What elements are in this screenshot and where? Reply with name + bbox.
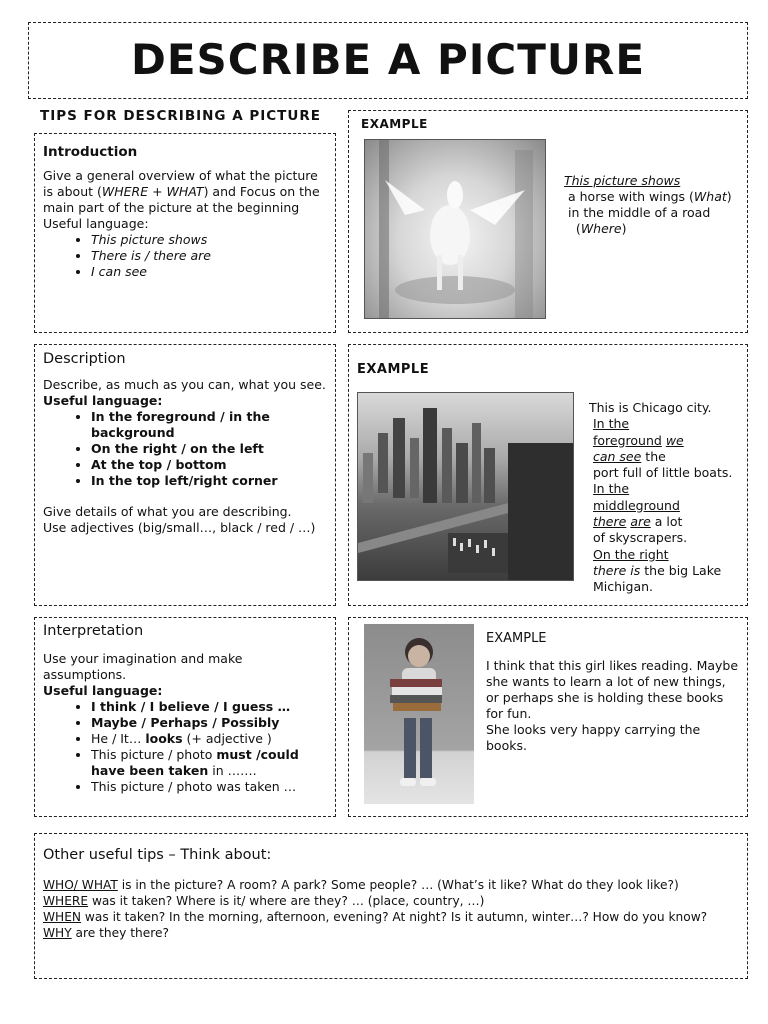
description-heading: Description	[43, 351, 126, 367]
introduction-text: Give a general overview of what the picture is about (WHERE + WHAT) and Focus on the main part of the picture at the beginning	[43, 168, 320, 215]
description-text: Describe, as much as you can, what you see.	[43, 377, 326, 392]
example-2-label: EXAMPLE	[357, 362, 430, 377]
pegasus-photo	[364, 139, 546, 319]
list-item: • I think / I believe / I guess …	[91, 699, 329, 715]
introduction-heading: Introduction	[43, 144, 138, 160]
chicago-photo	[357, 392, 574, 581]
title-box	[28, 22, 748, 99]
other-tips-text: WHO/ WHAT is in the picture? A room? A park? Some people? … (What’s it like? What do they look like?) WHERE was it taken? Where is it/ where are they? … (place, country, …) WHEN was it taken? In the morning, afternoon, evening? At night? Is it autumn, winter…? How do you know? WHY are they there?	[43, 878, 708, 940]
example-2-box	[348, 344, 748, 606]
example-2-text: This is Chicago city. In the foreground we can see the port full of little boats. In the middleground there are a lot of skyscrapers. On the right there is the big Lake Michigan.	[589, 400, 733, 595]
example-1-label: EXAMPLE	[361, 117, 428, 131]
list-item: • In the foreground / in the background	[91, 409, 327, 441]
list-item: • Maybe / Perhaps / Possibly	[91, 715, 329, 731]
interpretation-useful-label: Useful language:	[43, 683, 163, 698]
introduction-useful-label: Useful language:	[43, 216, 149, 231]
interpretation-heading: Interpretation	[43, 623, 144, 639]
list-item: • On the right / on the left	[91, 441, 327, 457]
list-item: • This picture shows	[91, 232, 327, 248]
example-1-text: This picture shows a horse with wings (What) in the middle of a road (Where)	[564, 173, 732, 236]
description-list	[43, 409, 327, 489]
girl-with-books-photo	[364, 624, 474, 804]
list-item: • At the top / bottom	[91, 457, 327, 473]
list-item: • In the top left/right corner	[91, 473, 327, 489]
example-3-label: EXAMPLE	[486, 631, 547, 646]
skyline-illustration	[358, 393, 573, 580]
list-item: • This picture / photo was taken …	[91, 779, 329, 795]
introduction-list	[43, 232, 327, 280]
example-3-text: I think that this girl likes reading. Maybe she wants to learn a lot of new things, or perhaps she is holding these books for fun. She looks very happy carrying the books.	[486, 658, 739, 753]
introduction-box	[34, 133, 336, 333]
list-item: • I can see	[91, 264, 327, 280]
description-box	[34, 344, 336, 606]
page-title: DESCRIBE A PICTURE	[130, 35, 646, 84]
list-item: • He / It… looks (+ adjective )	[91, 731, 329, 747]
interpretation-list	[43, 699, 329, 795]
example-1-box	[348, 110, 748, 333]
list-item: • There is / there are	[91, 248, 327, 264]
girl-illustration	[364, 624, 474, 804]
tips-heading: TIPS FOR DESCRIBING A PICTURE	[40, 108, 321, 124]
description-useful-label: Useful language:	[43, 393, 163, 408]
other-tips-heading: Other useful tips – Think about:	[43, 847, 272, 863]
other-tips-box	[34, 833, 748, 979]
example-3-box	[348, 617, 748, 817]
pegasus-illustration	[365, 140, 545, 318]
interpretation-box	[34, 617, 336, 817]
list-item: • This picture / photo must /could have been taken in …….	[91, 747, 329, 779]
description-details-2: Use adjectives (big/small…, black / red / …)	[43, 520, 316, 535]
interpretation-text: Use your imagination and make assumptions.	[43, 651, 243, 682]
description-details-1: Give details of what you are describing.	[43, 504, 292, 519]
